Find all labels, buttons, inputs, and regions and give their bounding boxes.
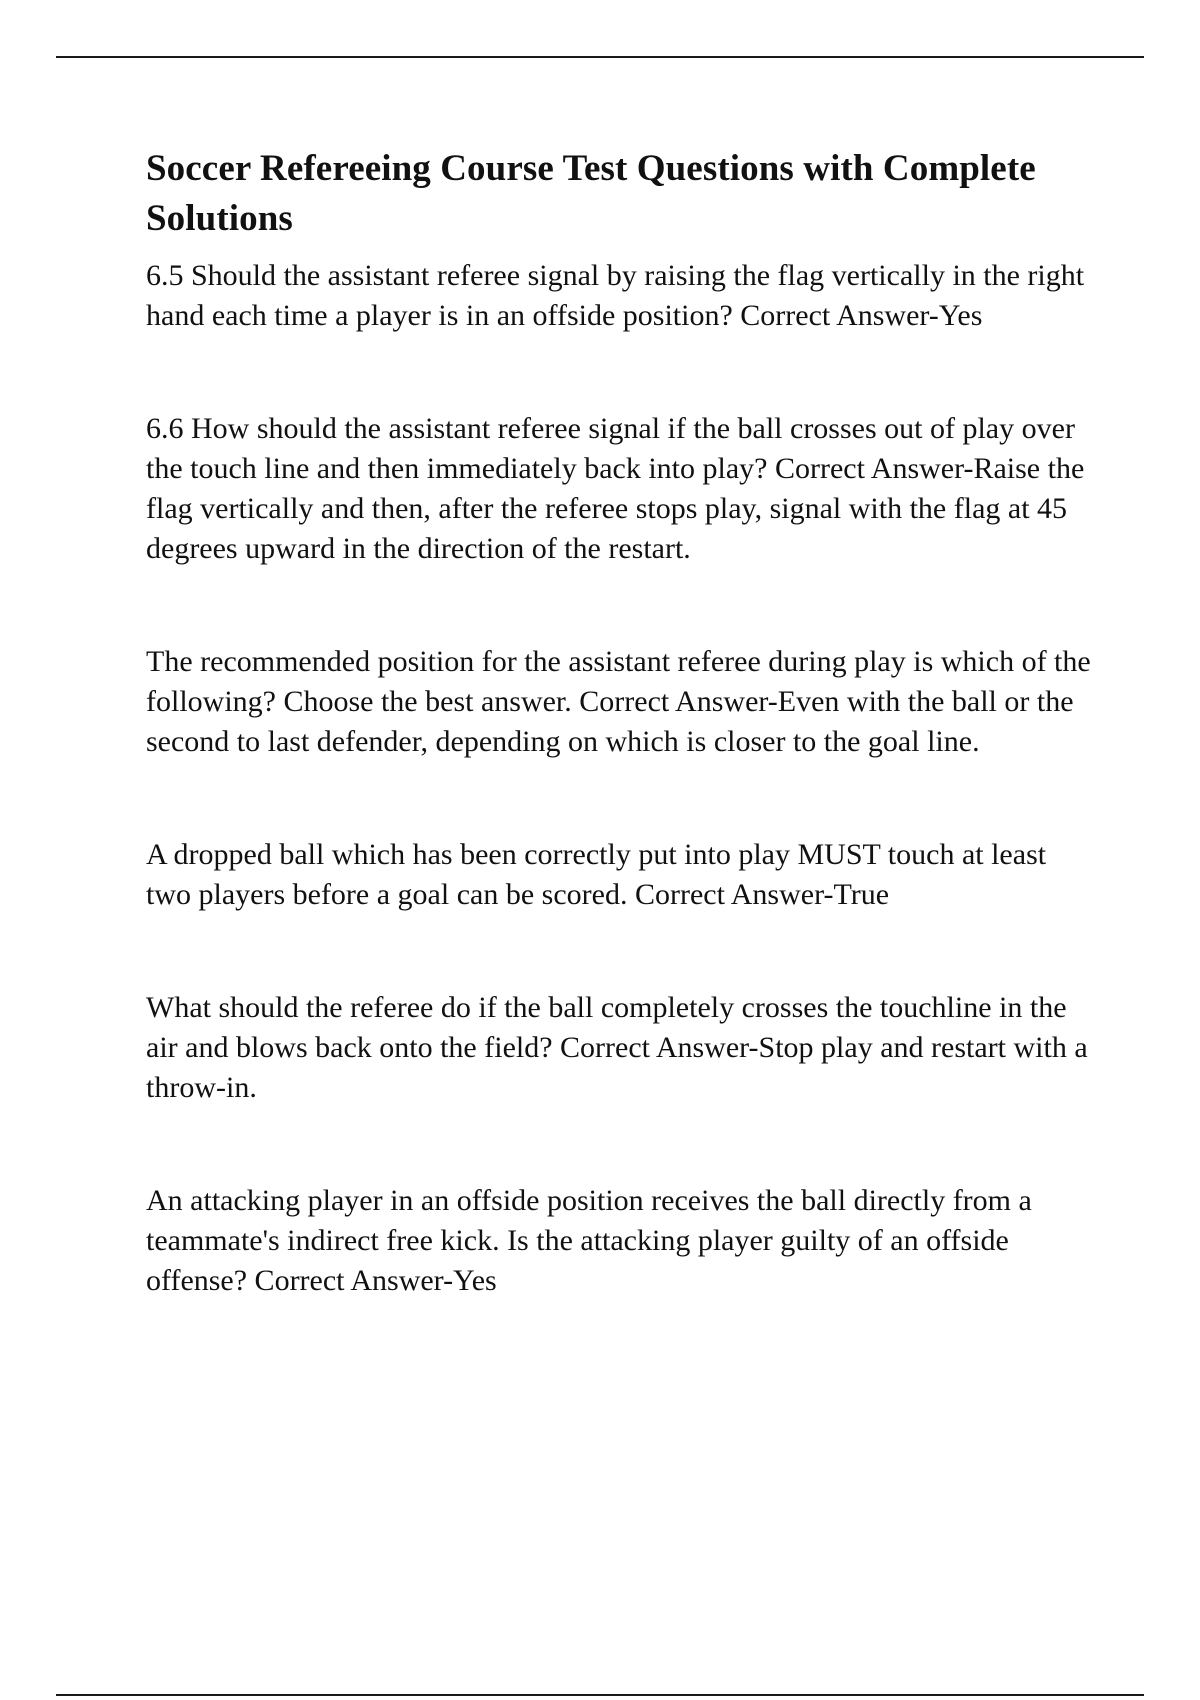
bottom-divider (56, 1694, 1144, 1696)
question-list (146, 256, 1096, 1301)
document-body (146, 144, 1096, 1301)
top-divider (56, 56, 1144, 58)
question-answer-item: 6.6 How should the assistant referee signal if the ball crosses out of play over the touch line and then immediately back into play? Correct Answer-Raise the flag vertically and then, after the referee stops play, signal with the flag at 45 degrees upward in the direction of the restart. (146, 412, 1085, 565)
document-title: Soccer Refereeing Course Test Questions with Complete Solutions (146, 148, 1036, 239)
question-answer-item: An attacking player in an offside position receives the ball directly from a teammate's indirect free kick. Is the attacking player guilty of an offside offense? Correct Answer-Yes (146, 1184, 1032, 1297)
question-answer-item: 6.5 Should the assistant referee signal by raising the flag vertically in the right hand each time a player is in an offside position? Correct Answer-Yes (146, 259, 1085, 332)
question-answer-item: What should the referee do if the ball completely crosses the touchline in the air and blows back onto the field? Correct Answer-Stop play and restart with a throw-in. (146, 991, 1088, 1104)
question-answer-item: The recommended position for the assistant referee during play is which of the following? Choose the best answer. Correct Answer-Even with the ball or the second to last defender, depending on which is closer to the goal line. (146, 645, 1091, 758)
question-answer-item: A dropped ball which has been correctly put into play MUST touch at least two players before a goal can be scored. Correct Answer-True (146, 838, 1047, 911)
